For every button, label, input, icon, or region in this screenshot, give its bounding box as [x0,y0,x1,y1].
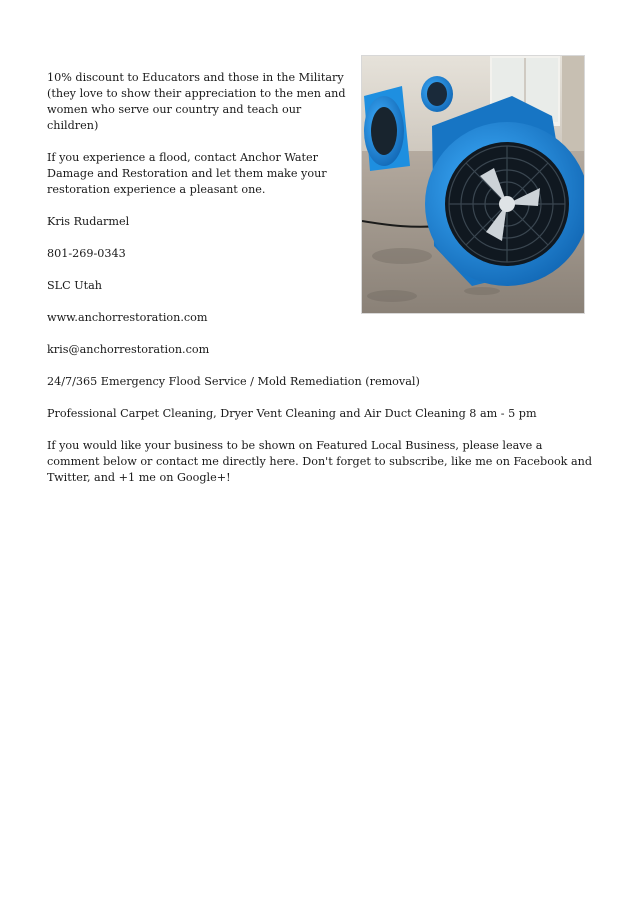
discount-paragraph: 10% discount to Educators and those in the Military (they love to show their appreciation to the men and women who serve our country and teach our children) [47,71,346,132]
flood-paragraph: If you experience a flood, contact Anchor Water Damage and Restoration and let them make your restoration experience a pleasant one. [47,151,327,196]
email-link[interactable]: kris@anchorrestoration.com [47,343,210,356]
website-link[interactable]: www.anchorrestoration.com [47,311,208,324]
services-paragraph: Professional Carpet Cleaning, Dryer Vent Cleaning and Air Duct Cleaning 8 am - 5 pm [47,407,537,420]
contact-location: SLC Utah [47,279,103,292]
closing-paragraph: If you would like your business to be shown on Featured Local Business, please leave a comment below or contact me directly here. Don't forget to subscribe, like me on Facebook and Twitter, and +1 me on Google+! [47,439,593,484]
contact-name: Kris Rudarmel [47,215,130,228]
contact-phone: 801-269-0343 [47,247,126,260]
body-text [47,70,595,502]
emergency-service-paragraph: 24/7/365 Emergency Flood Service / Mold Remediation (removal) [47,375,420,388]
